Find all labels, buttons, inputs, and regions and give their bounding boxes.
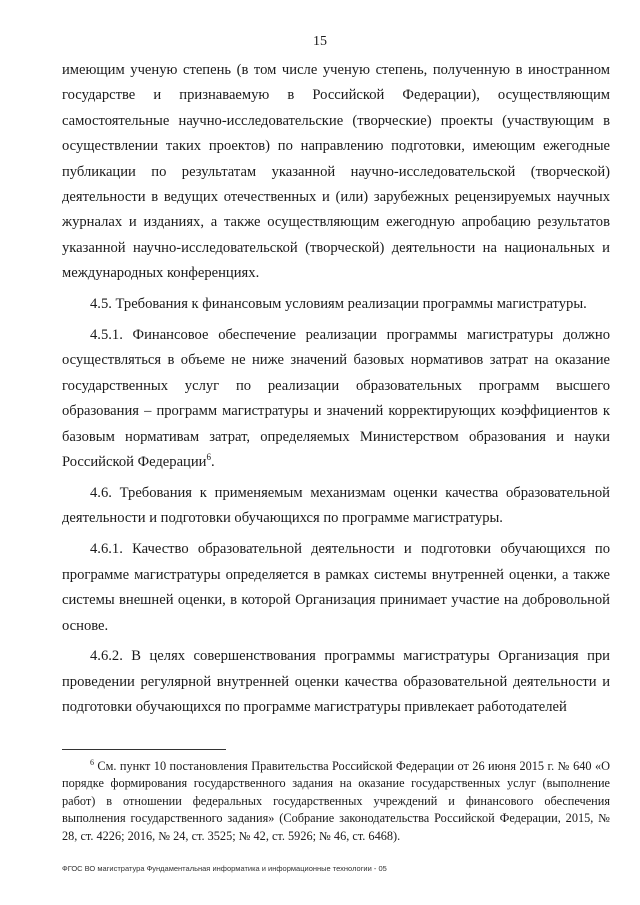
paragraph-4-6: 4.6. Требования к применяемым механизмам оценки качества образовательной деятельности и подготовки обучающихся по программе магистратуры. [62, 485, 610, 527]
paragraph-continuation: имеющим ученую степень (в том числе ученую степень, полученную в иностранном государстве и признаваемую в Российской Федерации), осуществляющим самостоятельные научно-исследовательские (творческие) проекты (участвующим в осуществлении таких проектов) по направлению подготовки, имеющим ежегодные публикации по результатам указанной научно-исследовательской (творческой) деятельности в ведущих отечественных и (или) зарубежных рецензируемых научных журналах и изданиях, а также осуществляющим ежегодную апробацию результатов указанной научно-исследовательской (творческой) деятельности на национальных и международных конференциях. [62, 62, 610, 282]
footnote-text: См. пункт 10 постановления Правительства Российской Федерации от 26 июня 2015 г. № 640 «О порядке формирования государственного задания на оказание государственных услуг (выполнение работ) в отношении федеральных государственных учреждений и финансового обеспечения выполнения государственного задания» (Собрание законодательства Российской Федерации, 2015, № 28, ст. 4226; 2016, № 24, ст. 3525; № 42, ст. 5926; № 46, ст. 6468). [62, 759, 610, 843]
footnote-divider [62, 749, 226, 750]
paragraph-4-6-1: 4.6.1. Качество образовательной деятельности и подготовки обучающихся по программе магистратуры определяется в рамках системы внутренней оценки, а также системы внешней оценки, в которой Организация принимает участие на добровольной основе. [62, 541, 610, 634]
paragraph-4-6-2: 4.6.2. В целях совершенствования программы магистратуры Организация при проведении регулярной внутренней оценки качества образовательной деятельности и подготовки обучающихся по программе магистратуры привлекает работодателей [62, 648, 610, 716]
paragraph-4-5-1-end: . [211, 454, 215, 471]
footnote [62, 758, 610, 845]
paragraph-4-5-1 [62, 323, 610, 475]
paragraph-4-5-1-text: 4.5.1. Финансовое обеспечение реализации программы магистратуры должно осуществляться в объеме не ниже значений базовых нормативов затрат на оказание государственных услуг по реализации образовательных программ высшего образования – программ магистратуры и значений корректирующих коэффициентов к базовым нормативам затрат, определяемых Министерством образования и науки Российской Федерации [62, 327, 610, 471]
body-text [62, 58, 610, 726]
page-footer: ФГОС ВО магистратура Фундаментальная информатика и информационные технологии - 05 [62, 864, 387, 873]
footnote-ref[interactable]: 6 [206, 452, 211, 463]
page-number: 15 [313, 34, 327, 49]
paragraph-4-5: 4.5. Требования к финансовым условиям реализации программы магистратуры. [90, 296, 587, 313]
footnote-marker: 6 [90, 757, 94, 767]
